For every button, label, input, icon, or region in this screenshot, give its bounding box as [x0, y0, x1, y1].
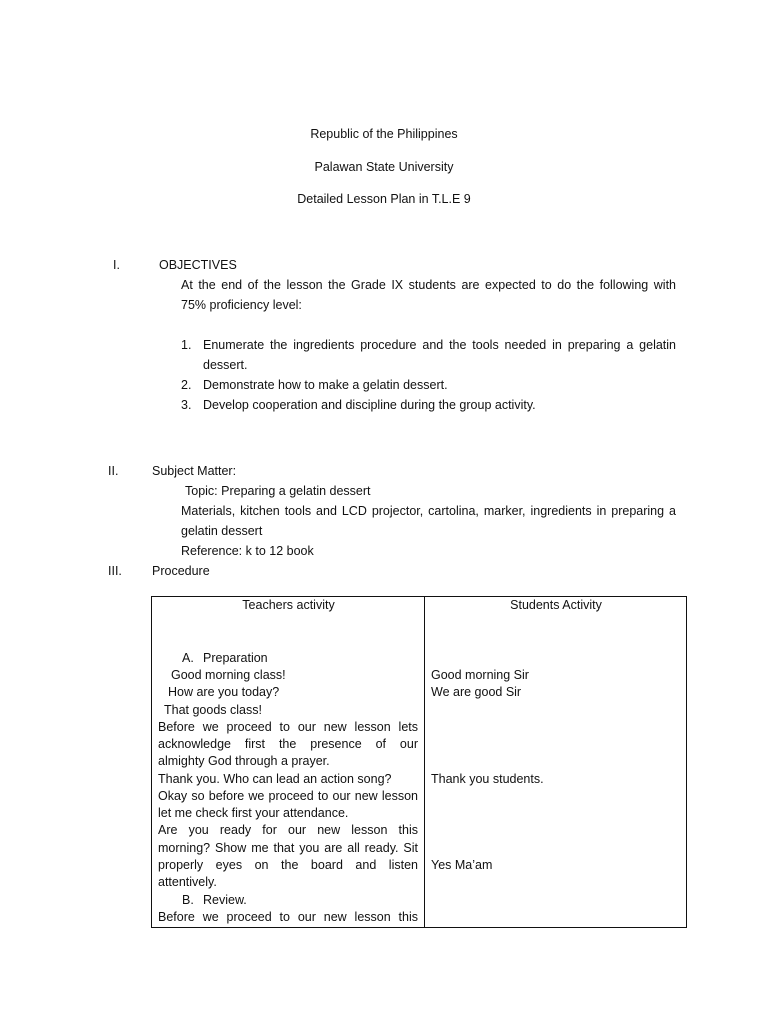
teacher-line-4: Before we proceed to our new lesson lets	[158, 720, 418, 734]
objective-3-line1: Develop cooperation and discipline during the group activity.	[203, 398, 536, 412]
objective-1-line2: dessert.	[203, 358, 248, 372]
objective-number-2: 2.	[181, 378, 192, 392]
student-activity-header: Students Activity	[510, 598, 602, 612]
objectives-intro-line1: At the end of the lesson the Grade IX students are expected to do the following with	[181, 278, 676, 292]
student-activity-cell	[425, 597, 687, 928]
subject-matter-numeral: II.	[108, 464, 119, 478]
preparation-label: Preparation	[203, 651, 268, 665]
subject-matter-heading: Subject Matter:	[152, 464, 237, 478]
teacher-line-10: Are you ready for our new lesson this	[158, 823, 418, 837]
teacher-line-3: That goods class!	[164, 703, 262, 717]
objective-2-line1: Demonstrate how to make a gelatin dessert.	[203, 378, 448, 392]
teacher-line-6: almighty God through a prayer.	[158, 754, 330, 768]
student-line-4: Yes Ma’am	[431, 858, 493, 872]
objectives-numeral: I.	[113, 258, 120, 272]
review-label: Review.	[203, 893, 247, 907]
teacher-line-7: Thank you. Who can lead an action song?	[158, 772, 392, 786]
teacher-activity-header: Teachers activity	[242, 598, 335, 612]
student-line-2: We are good Sir	[431, 685, 522, 699]
teacher-line-1: Good morning class!	[171, 668, 286, 682]
objectives-intro-line2: 75% proficiency level:	[181, 298, 302, 312]
teacher-line-8: Okay so before we proceed to our new lesson	[158, 789, 418, 803]
teacher-line-14: Before we proceed to our new lesson this	[158, 910, 418, 924]
subject-matter-topic: Topic: Preparing a gelatin dessert	[185, 484, 371, 498]
teacher-line-12: properly eyes on the board and listen	[158, 858, 418, 872]
objective-number-1: 1.	[181, 338, 192, 352]
objectives-heading: OBJECTIVES	[159, 258, 237, 272]
student-line-3: Thank you students.	[431, 772, 544, 786]
teacher-line-5: acknowledge first the presence of our	[158, 737, 418, 751]
preparation-letter: A.	[182, 651, 194, 665]
teacher-activity-cell	[152, 597, 425, 928]
review-letter: B.	[182, 893, 194, 907]
objective-number-3: 3.	[181, 398, 192, 412]
student-line-1: Good morning Sir	[431, 668, 529, 682]
teacher-line-9: let me check first your attendance.	[158, 806, 349, 820]
header-lesson-plan-title: Detailed Lesson Plan in T.L.E 9	[297, 192, 471, 206]
procedure-numeral: III.	[108, 564, 122, 578]
header-republic: Republic of the Philippines	[310, 127, 458, 141]
teacher-line-13: attentively.	[158, 875, 217, 889]
header-university: Palawan State University	[314, 160, 454, 174]
teacher-line-2: How are you today?	[168, 685, 280, 699]
procedure-heading: Procedure	[152, 564, 210, 578]
objective-1-line1: Enumerate the ingredients procedure and the tools needed in preparing a gelatin	[203, 338, 676, 352]
subject-matter-reference: Reference: k to 12 book	[181, 544, 314, 558]
teacher-line-11: morning? Show me that you are all ready. Sit	[158, 841, 418, 855]
subject-matter-materials-line1: Materials, kitchen tools and LCD projector, cartolina, marker, ingredients in preparing a	[181, 504, 676, 518]
subject-matter-materials-line2: gelatin dessert	[181, 524, 263, 538]
procedure-table	[151, 596, 687, 928]
